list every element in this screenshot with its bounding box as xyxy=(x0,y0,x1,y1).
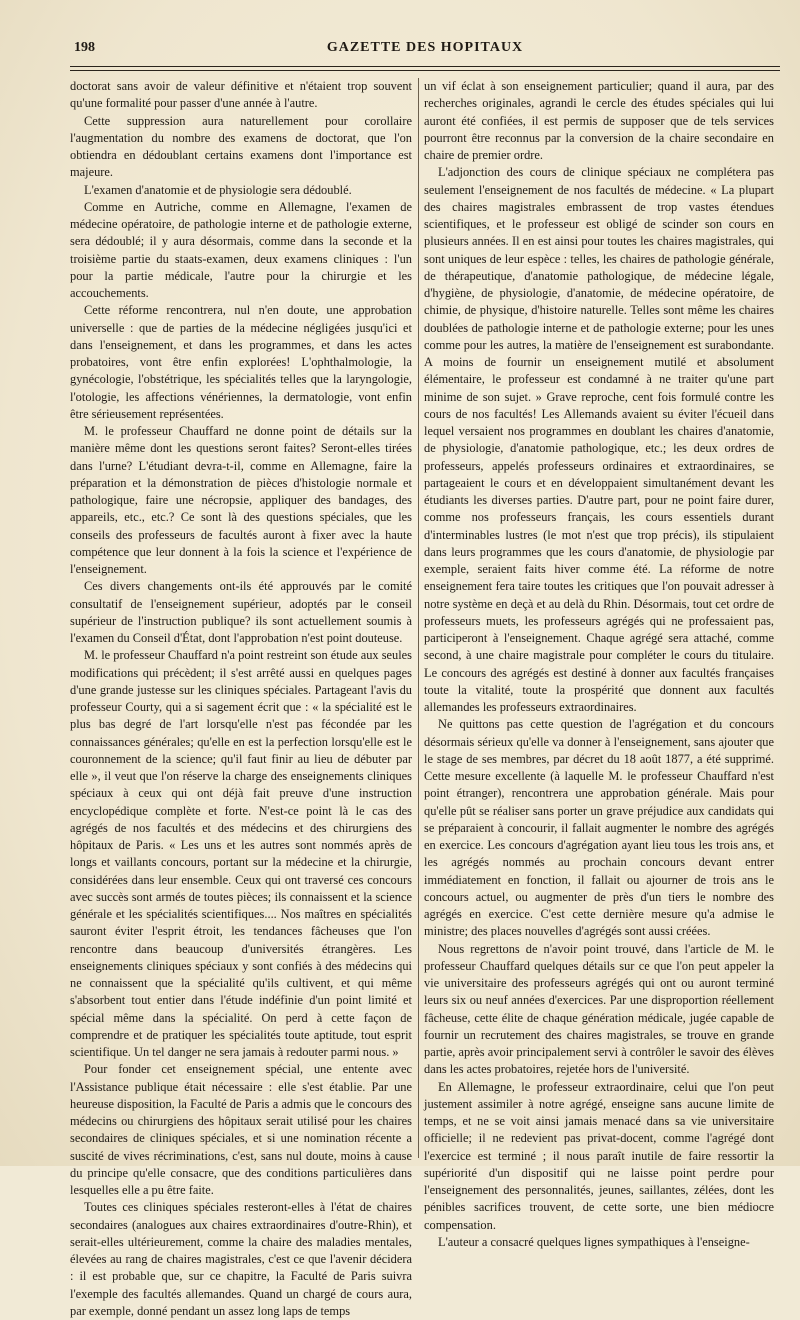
paragraph: Cette suppression aura naturellement pour corollaire l'augmentation du nombre des examens de doctorat, que l'on obtiendra en dédoublant certains examens dont l'importance est majeure. xyxy=(70,113,412,180)
column-divider xyxy=(418,78,419,1158)
left-column xyxy=(70,78,412,1318)
paragraph: Nous regrettons de n'avoir point trouvé, dans l'article de M. le professeur Chauffard quelques détails sur ce que l'on peut appeler la vie universitaire des professeurs agrégés qui ont ou auront terminé leurs six ou neuf années d'exercices. Par une disproportion réellement fâcheuse, cette élite de chaque génération médicale, jugée capable de fournir un recrutement des chaires magistrales, se trouve en grande partie, après avoir principalement servi à contrôler le savoir des élèves dans les actes probatoires, rejetée hors de l'université. xyxy=(424,941,774,1077)
paragraph: M. le professeur Chauffard n'a point restreint son étude aux seules modifications qui précèdent; il s'est arrêté aussi en quelques pages d'une grande justesse sur les cliniques spéciales. Partageant l'avis du professeur Courty, qui a si sagement écrit que : « la spécialité est le plus bas degré de l'art lorsqu'elle n'est pas fécondée par les connaissances générales; qu'elle en est la perfection lorsqu'elle est le couronnement de la science; qu'il faut finir au lieu de débuter par elle », il veut que l'on réserve la charge des enseignements cliniques spéciaux à ceux qui ont déjà fait preuve d'une instruction encyclopédique complète et forte. N'est-ce point là le cas des agrégés de nos facultés et des médecins et des chirurgiens des hôpitaux de Paris. « Les uns et les autres sont nommés après de longs et vaillants concours, portant sur la médecine et la chirurgie, considérées dans leur ensemble. Ceux qui ont traversé ces concours avec succès sont armés de toutes pièces; ils connaissent et la science générale et les spécialités scientifiques.... Nos maîtres en spécialités sauront éviter l'esprit étroit, les tendances fâcheuses que l'on rencontre dans beaucoup d'universités étrangères. Les enseignements cliniques spéciaux y sont confiés à des médecins qui ne connaissent que la spécialité qu'ils cultivent, et qui même s'absorbent tout entier dans l'étude indéfinie d'un point limité et spécial même dans la spécialité. On perd à cette façon de comprendre et de pratiquer les spécialités toute aptitude, tout esprit scientifique. Un tel danger ne sera jamais à redouter parmi nous. » xyxy=(70,648,412,1059)
header-rule xyxy=(70,66,780,67)
paragraph: Comme en Autriche, comme en Allemagne, l'examen de médecine opératoire, de pathologie interne et de pathologie externe, sera dédoublé; il y aura désormais, comme dans la seconde et la troisième partie du staats-examen, deux examens cliniques : l'un pour la partie médicale, l'autre pour la chirurgie et les accouchements. xyxy=(70,199,412,300)
paragraph: Cette réforme rencontrera, nul n'en doute, une approbation universelle : que de parties de la médecine négligées jusqu'ici et dans l'enseignement, et dans les programmes, et dans les actes probatoires, vont être enfin explorées! L'ophthalmologie, la gynécologie, l'obstétrique, les spécialités telles que la laryngologie, l'otologie, les affections vénériennes, la dermatologie, vont enfin être sérieusement représentées. xyxy=(70,303,412,421)
paragraph: En Allemagne, le professeur extraordinaire, celui que l'on peut justement assimiler à notre agrégé, enseigne sans aucune limite de temps, et ne se voit ainsi jamais menacé dans sa vie universitaire officielle; il ne redevient pas privat-docent, comme l'agrégé dont l'exercice est terminé ; il nous paraît inutile de faire ressortir la supériorité d'un dispositif qui ne laisse point perdre pour l'enseignement des personnalités, jeunes, saillantes, zélées, dont les pénibles sacrifices trouvent, de cette sorte, une bien médiocre compensation. xyxy=(424,1079,774,1232)
running-title: GAZETTE DES HOPITAUX xyxy=(326,40,524,55)
page-header xyxy=(70,40,780,60)
paragraph: L'examen d'anatomie et de physiologie sera dédoublé. xyxy=(84,182,352,197)
right-column xyxy=(424,78,774,1249)
paragraph: doctorat sans avoir de valeur définitive et n'étaient trop souvent qu'une formalité pour passer d'une année à l'autre. xyxy=(70,79,412,111)
paragraph: L'auteur a consacré quelques lignes sympathiques à l'enseigne- xyxy=(438,1234,750,1249)
page-number: 198 xyxy=(74,40,95,55)
paragraph: L'adjonction des cours de clinique spéciaux ne complétera pas seulement l'enseignement de nos facultés de médecine. « La plupart des chaires magistrales embrassent de trop vastes étendues scientifiques, et le professeur est obligé de scinder son cours en plusieurs années. Il en est ainsi pour toutes les chaires magistrales, qui sont uniques de leur espèce : telles, les chaires de pathologie générale, de thérapeutique, d'anatomie pathologique, de médecine légale, d'hygiène, de physiologie, d'anatomie, de médecine opératoire, de chimie, de physique, d'histoire naturelle. Telles sont même les chaires doublées de pathologie interne et de pathologie externe; pour les unes comme pour les autres, la matière de l'enseignement est surabondante. A moins de fournir un enseignement mutilé et absolument élémentaire, le professeur est condamné à ne traiter qu'une part minime de son sujet. » Grave reproche, cent fois formulé contre les cours de nos facultés! Les Allemands avaient su éviter l'écueil dans lequel versaient nos programmes en doublant les chaires d'anatomie, de physiologie, d'anatomie pathologique, etc.; les deux ordres de professeurs, appelés professeurs ordinaires et extraordinaires, se partageaient le cours et en développaient simultanément devant les étudiants les diverses parties. D'autre part, pour ne point faire durer, comme nos professeurs français, les cours essentiels durant d'interminables lustres (le mot n'est que trop précis), ils stipulaient dans leurs programmes que les cours d'anatomie, de physiologie par exemple, seraient faits hiver comme été. La réforme de notre enseignement fera taire toutes les critiques que l'on pouvait adresser à notre système en deçà et au delà du Rhin. Désormais, tout cet ordre de professeurs muets, les professeurs agrégés qui ne professaient pas, participeront à l'enseignement. Chaque agrégé sera attaché, comme second, à une chaire magistrale pour compléter le cours du titulaire. Le concours des agrégés est destiné à donner aux facultés françaises toute la vitalité, toute la prospérité que donnent aux facultés allemandes les professeurs extraordinaires. xyxy=(424,165,774,714)
header-rule-thin xyxy=(70,70,780,71)
paragraph: un vif éclat à son enseignement particulier; quand il aura, par des recherches originales, agrandi le cercle des études spéciales qui lui auront été confiées, il est permis de supposer que de tels services pourront être reconnus par la conversion de la chaire secondaire en chaire de premier ordre. xyxy=(424,79,774,162)
paragraph: Toutes ces cliniques spéciales resteront-elles à l'état de chaires secondaires (analogues aux chaires extraordinaires d'outre-Rhin), et serait-elles ultérieurement, comme la chaire des maladies mentales, élevées au rang de chaires magistrales, c'est ce que l'avenir décidera : il est probable que, sur ce chapitre, la Faculté de Paris suivra l'exemple des facultés allemandes. Quand un chargé de cours aura, par exemple, donné pendant un assez long laps de temps xyxy=(70,1200,412,1318)
paragraph: Pour fonder cet enseignement spécial, une entente avec l'Assistance publique était nécessaire : elle s'est établie. Par une heureuse disposition, la Faculté de Paris a admis que le concours des médecins ou chirurgiens des hôpitaux serait utilisé pour les chaires secondaires de cliniques spéciales, et si une nomination récente a suscité de vives récriminations, c'est, sans nul doute, moins à cause du principe qu'elle consacre, que des conditions particulières dans lesquelles elle a pu être faite. xyxy=(70,1062,412,1197)
paragraph: M. le professeur Chauffard ne donne point de détails sur la manière même dont les questions seront faites? Seront-elles tirées dans l'urne? L'étudiant devra-t-il, comme en Allemagne, faire la préparation et la démonstration de pièces d'histologie normale et pathologique, faire une nécropsie, appliquer des bandages, des appareils, etc., etc.? Ce sont là des questions spéciales, que les conseils des professeurs de facultés auront à fixer avec la haute compétence que leur donnent à la fois la science et l'expérience de l'enseignement. xyxy=(70,424,412,576)
paragraph: Ne quittons pas cette question de l'agrégation et du concours désormais sérieux qu'elle va donner à l'enseignement, sans ajouter que le stage de ses membres, par décret du 18 août 1877, a été supprimé. Cette mesure excellente (à laquelle M. le professeur Chauffard n'est point étranger), rencontrera une approbation générale. Mais pour qu'elle pût se réaliser sans porter un grave préjudice aux candidats qui se préparaient à concourir, il fallait augmenter le nombre des agrégés en exercice. Les concours d'agrégation ayant lieu tous les trois ans, et les agrégés nommés au prochain concours devant entrer immédiatement en fonction, il fallait ou ajourner de trois ans le concours actuel, ou augmenter de près d'un tiers le nombre des agrégés en exercice. C'est cette dernière mesure qu'a admise le ministre; des places nouvelles d'agrégés sont aussi créées. xyxy=(424,717,774,939)
paragraph: Ces divers changements ont-ils été approuvés par le comité consultatif de l'enseignement supérieur, adoptés par le conseil supérieur de l'instruction publique? ils sont actuellement soumis à l'examen du Conseil d'État, dont l'approbation n'est point douteuse. xyxy=(70,579,412,645)
